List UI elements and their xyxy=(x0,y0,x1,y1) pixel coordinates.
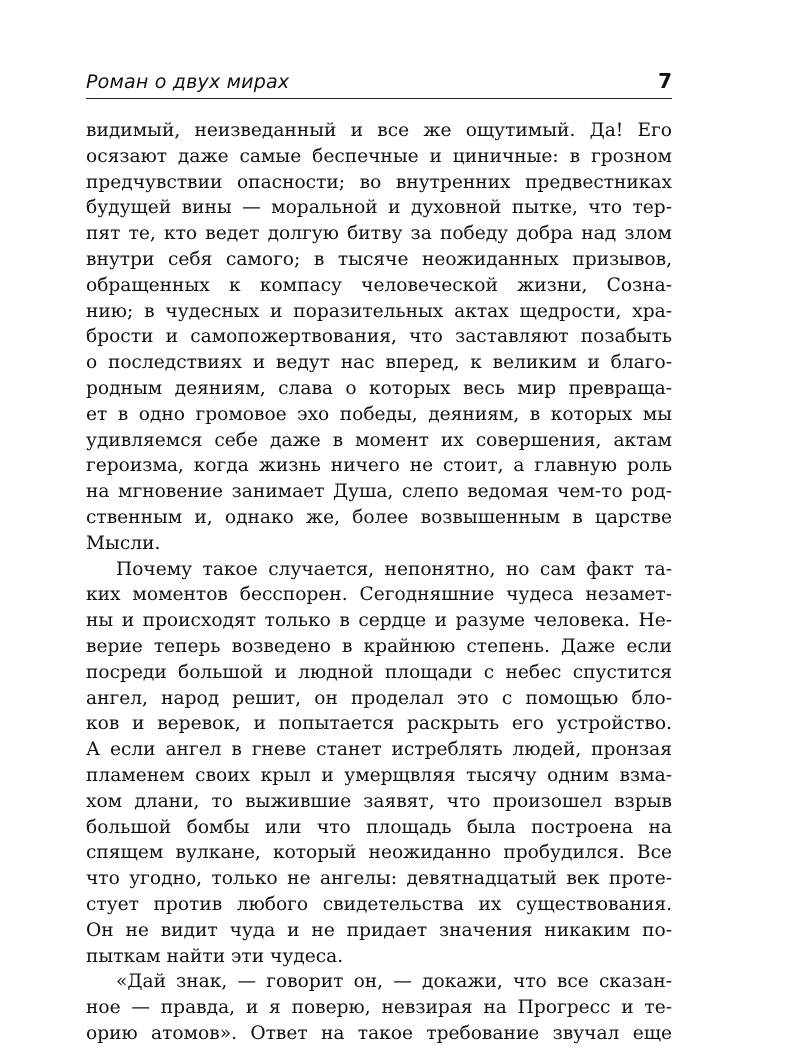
text-line-paragraph-start: Почему такое случается, непонятно, но сам факт та- xyxy=(116,558,672,580)
text-line: посреди большой и людной площади с небес спустится xyxy=(86,661,672,683)
text-line: брости и самопожертвования, что заставляют позабыть xyxy=(86,326,672,348)
text-line: ны и происходят только в сердце и разуме человека. Не- xyxy=(86,610,672,632)
text-line: пламенем своих крыл и умерщвляя тысячу одним взма- xyxy=(86,764,672,786)
text-line: о последствиях и ведут нас вперед, к великим и благо- xyxy=(86,352,672,374)
text-line: Мысли. xyxy=(86,532,161,554)
running-header xyxy=(86,68,672,99)
text-line: ких моментов бесспорен. Сегодняшние чудеса незамет- xyxy=(86,584,672,606)
text-line: ков и веревок, и попытается раскрыть его устройство. xyxy=(86,713,672,735)
text-line: хом длани, то выжившие заявят, что произошел взрыв xyxy=(86,790,672,812)
text-line: верие теперь возведено в крайнюю степень. Даже если xyxy=(86,635,672,657)
text-line: пыткам найти эти чудеса. xyxy=(86,945,344,967)
text-line: будущей вины — моральной и духовной пытке, что тер- xyxy=(86,197,672,219)
text-line: обращенных к компасу человеческой жизни, Созна- xyxy=(86,274,672,296)
text-line: ет в одно громовое эхо победы, деяниям, в которых мы xyxy=(86,403,672,425)
text-line: родным деяниям, слава о которых весь мир превраща- xyxy=(86,377,672,399)
text-line: стует против любого свидетельства их существования. xyxy=(86,893,672,915)
text-line: предчувствии опасности; во внутренних предвестниках xyxy=(86,171,672,193)
text-line: большой бомбы или что площадь была построена на xyxy=(86,816,672,838)
text-line-paragraph-start: «Дай знак, — говорит он, — докажи, что все сказан- xyxy=(116,971,672,993)
text-line: нию; в чудесных и поразительных актах щедрости, хра- xyxy=(86,300,672,322)
page-number: 7 xyxy=(658,69,672,93)
text-line: удивляемся себе даже в момент их совершения, актам xyxy=(86,429,672,451)
text-line: А если ангел в гневе станет истреблять людей, пронзая xyxy=(86,739,672,761)
text-line: внутри себя самого; в тысяче неожиданных призывов, xyxy=(86,248,672,270)
main-text xyxy=(86,118,672,1047)
text-line: ангел, народ решит, он проделал это с помощью бло- xyxy=(86,687,672,709)
text-line: ное — правда, и я поверю, невзирая на Прогресс и те- xyxy=(86,997,672,1019)
running-title: Роман о двух мирах xyxy=(86,71,290,93)
text-line: героизма, когда жизнь ничего не стоит, а главную роль xyxy=(86,455,672,477)
text-line: осязают даже самые беспечные и циничные: в грозном xyxy=(86,145,672,167)
text-line: орию атомов». Ответ на такое требование звучал еще xyxy=(86,1022,672,1044)
text-line: видимый, неизведанный и все же ощутимый. Да! Его xyxy=(86,120,672,141)
text-line: спящем вулкане, который неожиданно пробудился. Все xyxy=(86,842,672,864)
text-line: Он не видит чуда и не придает значения никаким по- xyxy=(86,919,672,941)
text-line: пят те, кто ведет долгую битву за победу добра над злом xyxy=(86,223,672,245)
text-line: ственным и, однако же, более возвышенным в царстве xyxy=(86,506,672,528)
text-line: на мгновение занимает Душа, слепо ведомая чем-то род- xyxy=(86,481,672,503)
text-line: что угодно, только не ангелы: девятнадцатый век проте- xyxy=(86,868,672,890)
